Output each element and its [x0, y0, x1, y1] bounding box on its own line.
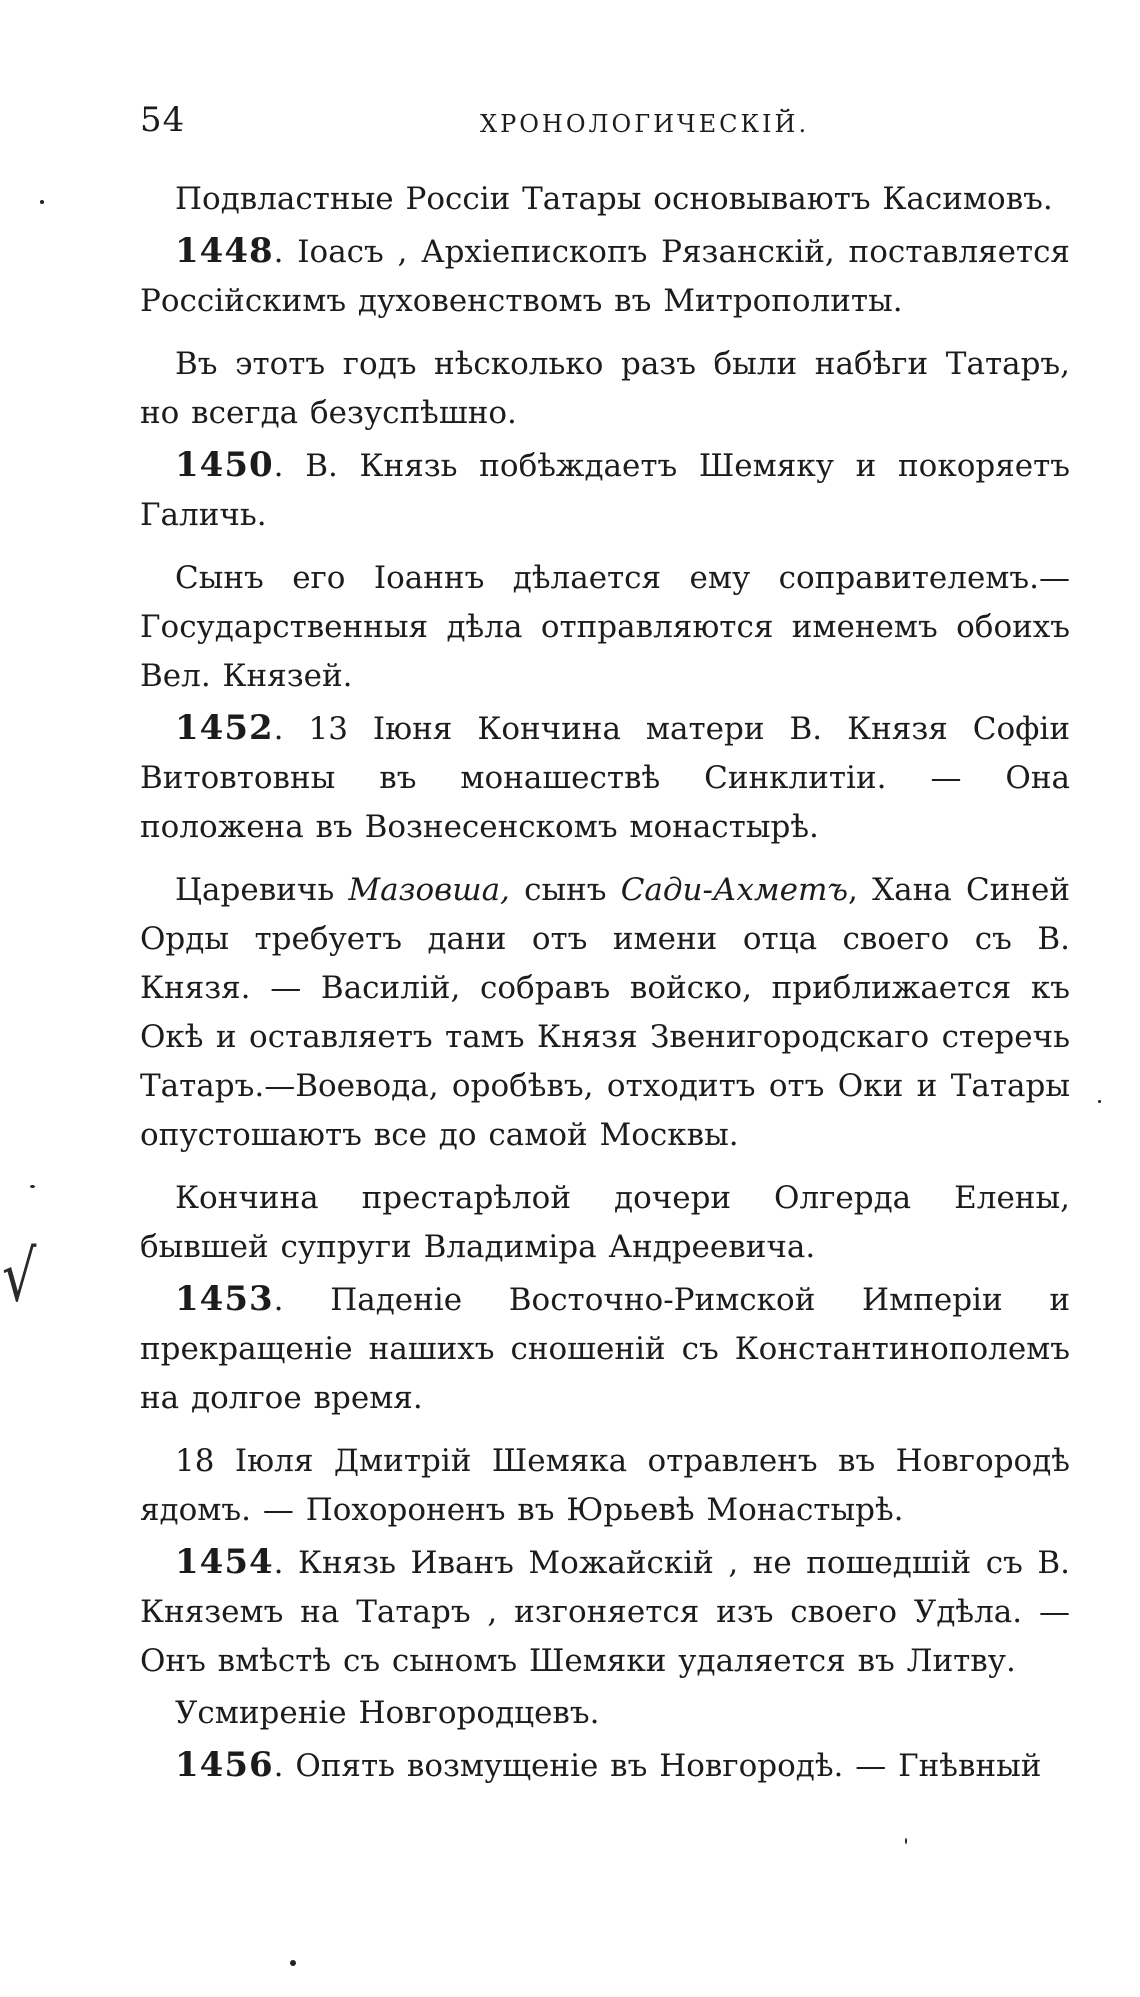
print-speck — [1098, 1100, 1101, 1103]
print-speck — [290, 1960, 296, 1966]
paragraph-raids — [140, 340, 1070, 438]
entry-1448 — [140, 227, 1070, 326]
print-speck — [905, 1838, 907, 1844]
paragraph-text: Кончина престарѣлой дочери Олгерда Елены, бывшей супруги Владиміра Андреевича. — [140, 1180, 1070, 1265]
text-part: Царевичь — [175, 872, 349, 908]
entry-text: . Паденіе Восточно-Римской Имперіи и прекращеніе нашихъ сношеній съ Константинополемъ на долгое время. — [140, 1282, 1070, 1416]
paragraph-shemyaka — [140, 1437, 1070, 1535]
page-number: 54 — [140, 100, 186, 140]
entry-text: . Іоасъ , Архіепископъ Рязанскій, поставляется Россійскимъ духовенствомъ въ Митрополиты. — [140, 234, 1070, 319]
entry-text: . В. Князь побѣждаетъ Шемяку и покоряетъ Галичь. — [140, 448, 1070, 533]
year-label: 1456 — [175, 1745, 274, 1785]
print-speck — [40, 200, 44, 204]
text-part: сынъ — [509, 872, 621, 908]
year-label: 1452 — [175, 708, 274, 748]
year-label: 1448 — [175, 231, 274, 271]
entry-text: . Опять возмущеніе въ Новгородѣ. — Гнѣвный — [273, 1748, 1042, 1784]
entry-1453 — [140, 1275, 1070, 1423]
body-text — [140, 175, 1070, 1794]
year-label: 1450 — [175, 445, 274, 485]
italic-name: Сади-Ахметъ — [620, 872, 849, 908]
entry-1452 — [140, 704, 1070, 852]
page-header — [140, 100, 1080, 160]
margin-check-mark: √ — [2, 1235, 37, 1318]
paragraph-text: Усмиреніе Новгородцевъ. — [175, 1695, 600, 1731]
paragraph-co-ruler — [140, 554, 1070, 701]
paragraph-text: Подвластные Россіи Татары основываютъ Касимовъ. — [175, 181, 1053, 217]
text-part: , Хана Синей Орды требуетъ дани отъ имени отца своего съ В. Князя. — Василій, собравъ войско, приближается къ Окѣ и оставляетъ тамъ Князя Звенигородскаго стеречь Татаръ.—Воевода, оробѣвъ, отходитъ отъ Оки и Татары опустошаютъ все до самой Москвы. — [140, 872, 1070, 1153]
paragraph-novgorod — [140, 1689, 1070, 1738]
paragraph-elena — [140, 1174, 1070, 1272]
entry-text: . 13 Іюня Кончина матери В. Князя Софіи Витовтовны въ монашествѣ Синклитіи. — Она положена въ Вознесенскомъ монастырѣ. — [140, 711, 1070, 845]
paragraph-text: 18 Іюля Дмитрій Шемяка отравленъ въ Новгородѣ ядомъ. — Похороненъ въ Юрьевѣ Монастырѣ. — [140, 1443, 1070, 1528]
paragraph-tsarevich — [140, 866, 1070, 1160]
paragraph-kasimov — [140, 175, 1070, 224]
year-label: 1453 — [175, 1279, 274, 1319]
paragraph-text: Сынъ его Іоаннъ дѣлается ему соправителемъ.—Государственныя дѣла отправляются именемъ обоихъ Вел. Князей. — [140, 560, 1070, 694]
running-title: ХРОНОЛОГИЧЕСКІЙ. — [480, 110, 810, 138]
print-speck — [30, 1185, 35, 1188]
year-label: 1454 — [175, 1542, 274, 1582]
italic-name: Мазовша, — [348, 872, 510, 908]
entry-1450 — [140, 441, 1070, 540]
paragraph-text: Въ этотъ годъ нѣсколько разъ были набѣги Татаръ, но всегда безуспѣшно. — [140, 346, 1070, 431]
entry-1454 — [140, 1538, 1070, 1686]
entry-text: . Князь Иванъ Можайскій , не пошедшій съ В. Княземъ на Татаръ , изгоняется изъ своего Удѣла. — Онъ вмѣстѣ съ сыномъ Шемяки удаляется въ Литву. — [140, 1545, 1070, 1679]
entry-1456 — [140, 1741, 1070, 1791]
